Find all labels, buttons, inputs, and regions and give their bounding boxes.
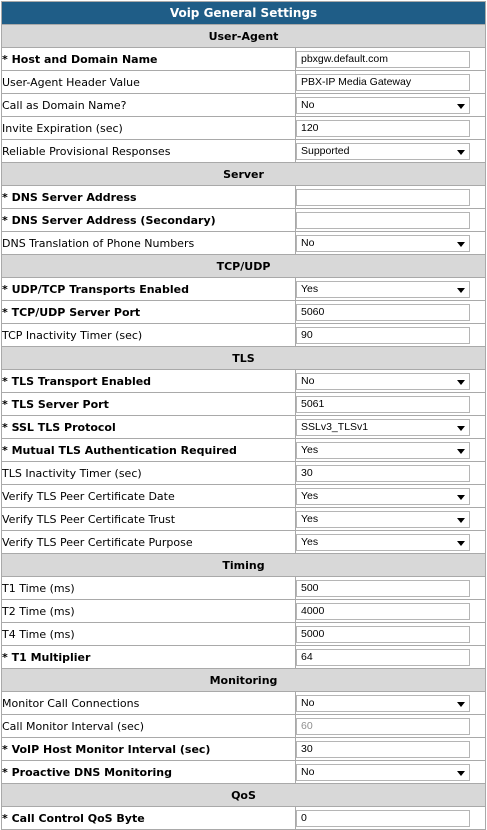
select-value: SSLv3_TLSv1 [301,420,369,433]
verify-tls-peer-certificate-purpose-select[interactable] [296,534,470,551]
setting-label: User-Agent Header Value [2,71,296,94]
dropdown-arrow-icon[interactable] [457,771,465,776]
setting-row-call-as-domain-name [2,94,486,117]
setting-label: Monitor Call Connections [2,692,296,715]
select-value: No [301,98,315,111]
setting-row-reliable-provisional-responses [2,140,486,163]
setting-label: T2 Time (ms) [2,600,296,623]
select-value: Yes [301,282,319,295]
setting-row-proactive-dns-monitoring [2,761,486,784]
tls-transport-enabled-select[interactable] [296,373,470,390]
select-value: Supported [301,144,350,157]
section-header-timing [2,554,486,577]
setting-control-cell [296,485,486,508]
dropdown-arrow-icon[interactable] [457,426,465,431]
select-value: Yes [301,512,319,525]
udp-tcp-transports-enabled-select[interactable] [296,281,470,298]
setting-row-verify-tls-peer-certificate-purpose [2,531,486,554]
section-title: TLS [2,347,486,370]
setting-label: * TLS Transport Enabled [2,370,296,393]
setting-row-dns-translation-of-phone-numbers [2,232,486,255]
dropdown-arrow-icon[interactable] [457,104,465,109]
monitor-call-connections-select[interactable] [296,695,470,712]
setting-label: Call as Domain Name? [2,94,296,117]
setting-label: TCP Inactivity Timer (sec) [2,324,296,347]
call-control-qos-byte-input[interactable]: 0 [296,810,470,827]
select-value: No [301,374,315,387]
setting-control-cell [296,439,486,462]
setting-control-cell [296,623,486,646]
setting-row-t2-time-ms [2,600,486,623]
t1-time-ms-input[interactable]: 500 [296,580,470,597]
setting-label: Verify TLS Peer Certificate Trust [2,508,296,531]
call-as-domain-name-select[interactable] [296,97,470,114]
setting-control-cell [296,324,486,347]
select-value: No [301,236,315,249]
dropdown-arrow-icon[interactable] [457,702,465,707]
call-monitor-interval-sec-input: 60 [296,718,470,735]
setting-label: Reliable Provisional Responses [2,140,296,163]
setting-row-tls-inactivity-timer-sec [2,462,486,485]
setting-row-tcp-inactivity-timer-sec [2,324,486,347]
setting-row-udp-tcp-transports-enabled [2,278,486,301]
setting-control-cell [296,209,486,232]
tls-inactivity-timer-sec-input[interactable]: 30 [296,465,470,482]
setting-label: * VoIP Host Monitor Interval (sec) [2,738,296,761]
voip-host-monitor-interval-sec-input[interactable]: 30 [296,741,470,758]
setting-control-cell [296,71,486,94]
settings-body [2,2,486,830]
setting-control-cell [296,577,486,600]
invite-expiration-sec-input[interactable]: 120 [296,120,470,137]
setting-control-cell [296,462,486,485]
setting-control-cell [296,600,486,623]
setting-control-cell [296,531,486,554]
dns-server-address-secondary-input[interactable] [296,212,470,229]
select-value: Yes [301,443,319,456]
setting-row-verify-tls-peer-certificate-trust [2,508,486,531]
setting-control-cell [296,807,486,830]
tcp-udp-server-port-input[interactable]: 5060 [296,304,470,321]
setting-row-tls-server-port [2,393,486,416]
verify-tls-peer-certificate-date-select[interactable] [296,488,470,505]
setting-label: * Mutual TLS Authentication Required [2,439,296,462]
setting-label: * SSL TLS Protocol [2,416,296,439]
setting-label: * TCP/UDP Server Port [2,301,296,324]
select-value: No [301,696,315,709]
section-header-tcp-udp [2,255,486,278]
setting-label: T4 Time (ms) [2,623,296,646]
setting-row-call-monitor-interval-sec [2,715,486,738]
setting-label: Verify TLS Peer Certificate Date [2,485,296,508]
setting-row-ssl-tls-protocol [2,416,486,439]
setting-row-verify-tls-peer-certificate-date [2,485,486,508]
setting-row-tcp-udp-server-port [2,301,486,324]
setting-control-cell [296,301,486,324]
section-title: TCP/UDP [2,255,486,278]
setting-control-cell [296,278,486,301]
setting-control-cell [296,48,486,71]
section-title: QoS [2,784,486,807]
setting-control-cell [296,370,486,393]
proactive-dns-monitoring-select[interactable] [296,764,470,781]
dns-translation-of-phone-numbers-select[interactable] [296,235,470,252]
dropdown-arrow-icon[interactable] [457,288,465,293]
section-title: User-Agent [2,25,486,48]
setting-label: * DNS Server Address (Secondary) [2,209,296,232]
setting-row-user-agent-header-value [2,71,486,94]
user-agent-header-value-input[interactable]: PBX-IP Media Gateway [296,74,470,91]
reliable-provisional-responses-select[interactable] [296,143,470,160]
select-value: Yes [301,535,319,548]
setting-row-host-and-domain-name [2,48,486,71]
setting-row-monitor-call-connections [2,692,486,715]
tls-server-port-input[interactable]: 5061 [296,396,470,413]
dropdown-arrow-icon[interactable] [457,242,465,247]
setting-control-cell [296,646,486,669]
setting-label: * UDP/TCP Transports Enabled [2,278,296,301]
setting-label: TLS Inactivity Timer (sec) [2,462,296,485]
dropdown-arrow-icon[interactable] [457,541,465,546]
section-title: Monitoring [2,669,486,692]
dropdown-arrow-icon[interactable] [457,449,465,454]
setting-control-cell [296,232,486,255]
setting-label: * Call Control QoS Byte [2,807,296,830]
setting-row-t1-multiplier [2,646,486,669]
dropdown-arrow-icon[interactable] [457,495,465,500]
mutual-tls-authentication-required-select[interactable] [296,442,470,459]
setting-row-t1-time-ms [2,577,486,600]
setting-label: T1 Time (ms) [2,577,296,600]
dropdown-arrow-icon[interactable] [457,380,465,385]
setting-control-cell [296,416,486,439]
t4-time-ms-input[interactable]: 5000 [296,626,470,643]
section-header-monitoring [2,669,486,692]
setting-row-t4-time-ms [2,623,486,646]
section-header-server [2,163,486,186]
section-header-tls [2,347,486,370]
section-title: Timing [2,554,486,577]
section-title: Server [2,163,486,186]
setting-control-cell [296,761,486,784]
dropdown-arrow-icon[interactable] [457,150,465,155]
setting-control-cell [296,140,486,163]
setting-row-tls-transport-enabled [2,370,486,393]
setting-label: DNS Translation of Phone Numbers [2,232,296,255]
setting-label: * TLS Server Port [2,393,296,416]
voip-general-settings-table [1,1,486,830]
setting-row-invite-expiration-sec [2,117,486,140]
setting-control-cell [296,94,486,117]
section-header-qos [2,784,486,807]
setting-label: Verify TLS Peer Certificate Purpose [2,531,296,554]
t1-multiplier-input[interactable]: 64 [296,649,470,666]
setting-row-mutual-tls-authentication-required [2,439,486,462]
setting-control-cell [296,508,486,531]
title-row [2,2,486,25]
verify-tls-peer-certificate-trust-select[interactable] [296,511,470,528]
setting-control-cell [296,393,486,416]
tcp-inactivity-timer-sec-input[interactable]: 90 [296,327,470,344]
setting-label: Call Monitor Interval (sec) [2,715,296,738]
setting-label: * T1 Multiplier [2,646,296,669]
select-value: Yes [301,489,319,502]
setting-label: Invite Expiration (sec) [2,117,296,140]
setting-row-voip-host-monitor-interval-sec [2,738,486,761]
setting-control-cell [296,738,486,761]
setting-control-cell [296,117,486,140]
dropdown-arrow-icon[interactable] [457,518,465,523]
setting-row-dns-server-address [2,186,486,209]
dns-server-address-input[interactable] [296,189,470,206]
setting-label: * Host and Domain Name [2,48,296,71]
ssl-tls-protocol-select[interactable] [296,419,470,436]
t2-time-ms-input[interactable]: 4000 [296,603,470,620]
page-title: Voip General Settings [2,2,486,25]
select-value: No [301,765,315,778]
setting-control-cell [296,692,486,715]
setting-label: * Proactive DNS Monitoring [2,761,296,784]
setting-label: * DNS Server Address [2,186,296,209]
setting-row-call-control-qos-byte [2,807,486,830]
host-and-domain-name-input[interactable]: pbxgw.default.com [296,51,470,68]
setting-control-cell [296,715,486,738]
section-header-user-agent [2,25,486,48]
setting-control-cell [296,186,486,209]
setting-row-dns-server-address-secondary [2,209,486,232]
